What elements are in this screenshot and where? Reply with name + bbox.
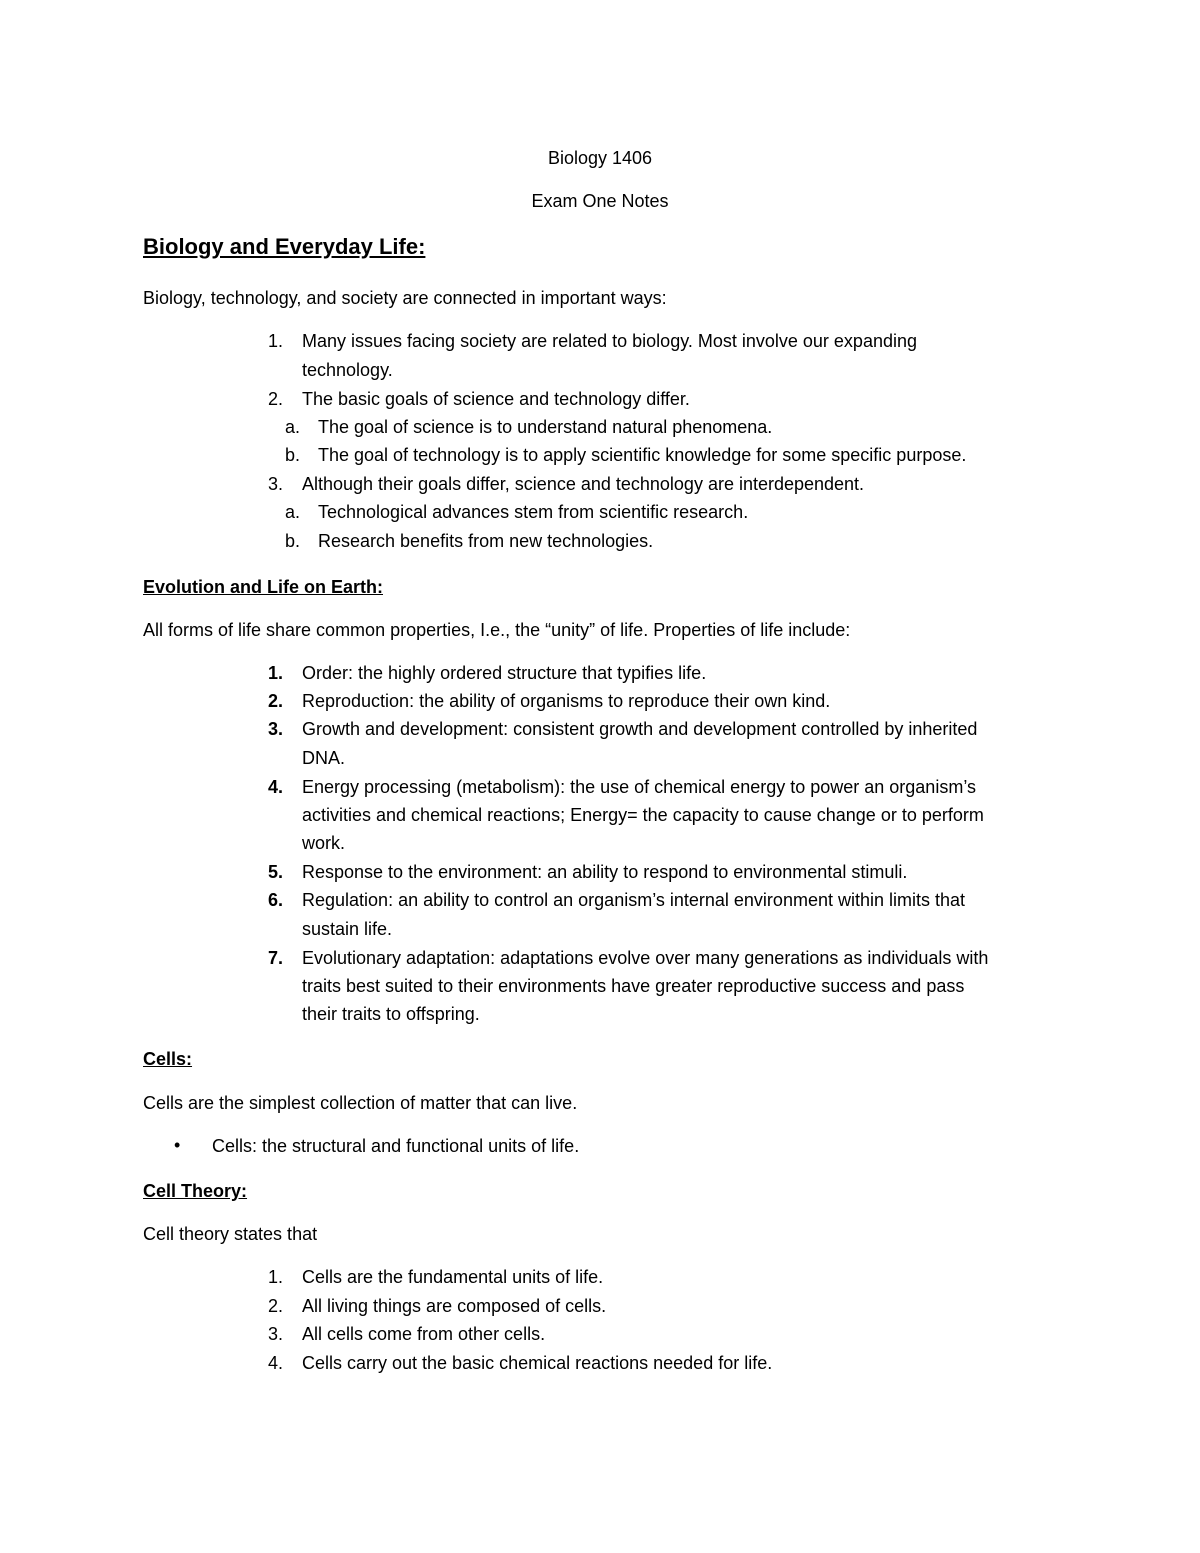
list-item: All living things are composed of cells. xyxy=(302,1296,607,1316)
list-marker: 4. xyxy=(267,777,283,797)
list-item: Response to the environment: an ability to respond to environmental stimuli. xyxy=(302,862,908,882)
list-item: Reproduction: the ability of organisms to reproduce their own kind. xyxy=(302,691,831,711)
list-item: Although their goals differ, science and technology are interdependent. xyxy=(302,474,865,494)
list-item: Energy processing (metabolism): the use of chemical energy to power an organism’s xyxy=(302,777,976,797)
list-marker: 4. xyxy=(267,1353,283,1373)
list-item: Growth and development: consistent growth and development controlled by inherited xyxy=(302,719,978,739)
section-heading-evolution: Evolution and Life on Earth: xyxy=(143,577,383,597)
list-item: All cells come from other cells. xyxy=(302,1324,546,1344)
list-marker: 2. xyxy=(267,1296,283,1316)
sublist-marker: a. xyxy=(284,502,300,522)
list-item-continued: DNA. xyxy=(302,748,346,768)
list-item: Cells carry out the basic chemical reactions needed for life. xyxy=(302,1353,773,1373)
list-marker: 6. xyxy=(267,890,283,910)
list-marker: 1. xyxy=(267,331,283,351)
bullet-icon: • xyxy=(174,1135,181,1155)
sublist-marker: b. xyxy=(284,531,300,551)
list-item-continued: work. xyxy=(302,833,346,853)
bullet-item: Cells: the structural and functional units of life. xyxy=(212,1136,580,1156)
sublist-marker: a. xyxy=(284,417,300,437)
sublist-item: The goal of science is to understand natural phenomena. xyxy=(318,417,773,437)
list-marker: 3. xyxy=(267,474,283,494)
list-marker: 3. xyxy=(267,719,283,739)
list-marker: 7. xyxy=(267,948,283,968)
list-marker: 1. xyxy=(267,1267,283,1287)
section2-intro: All forms of life share common properties, I.e., the “unity” of life. Properties of life include: xyxy=(143,620,851,640)
sublist-item: The goal of technology is to apply scientific knowledge for some specific purpose. xyxy=(318,445,967,465)
list-marker: 2. xyxy=(267,691,283,711)
list-item-continued: sustain life. xyxy=(302,919,393,939)
document-subtitle: Exam One Notes xyxy=(531,191,669,211)
list-item: The basic goals of science and technology differ. xyxy=(302,389,690,409)
list-item-continued: traits best suited to their environments have greater reproductive success and pass xyxy=(302,976,965,996)
section3-intro: Cells are the simplest collection of matter that can live. xyxy=(143,1093,578,1113)
section4-intro: Cell theory states that xyxy=(143,1224,318,1244)
list-marker: 5. xyxy=(267,862,283,882)
sublist-item: Research benefits from new technologies. xyxy=(318,531,654,551)
sublist-item: Technological advances stem from scientific research. xyxy=(318,502,749,522)
list-marker: 2. xyxy=(267,389,283,409)
list-item: Regulation: an ability to control an organism’s internal environment within limits that xyxy=(302,890,966,910)
course-title: Biology 1406 xyxy=(547,148,653,168)
section-heading-cells: Cells: xyxy=(143,1049,193,1069)
list-item-continued: their traits to offspring. xyxy=(302,1004,480,1024)
section-heading-cell-theory: Cell Theory: xyxy=(143,1181,248,1201)
list-item: Cells are the fundamental units of life. xyxy=(302,1267,604,1287)
section-heading-biology-everyday-life: Biology and Everyday Life: xyxy=(143,234,426,259)
list-item-continued: technology. xyxy=(302,360,393,380)
list-item: Many issues facing society are related to biology. Most involve our expanding xyxy=(302,331,917,351)
list-item: Order: the highly ordered structure that typifies life. xyxy=(302,663,707,683)
section1-intro: Biology, technology, and society are connected in important ways: xyxy=(143,288,667,308)
sublist-marker: b. xyxy=(284,445,300,465)
list-item-continued: activities and chemical reactions; Energy= the capacity to cause change or to perform xyxy=(302,805,984,825)
list-item: Evolutionary adaptation: adaptations evolve over many generations as individuals with xyxy=(302,948,989,968)
list-marker: 1. xyxy=(267,663,283,683)
list-marker: 3. xyxy=(267,1324,283,1344)
